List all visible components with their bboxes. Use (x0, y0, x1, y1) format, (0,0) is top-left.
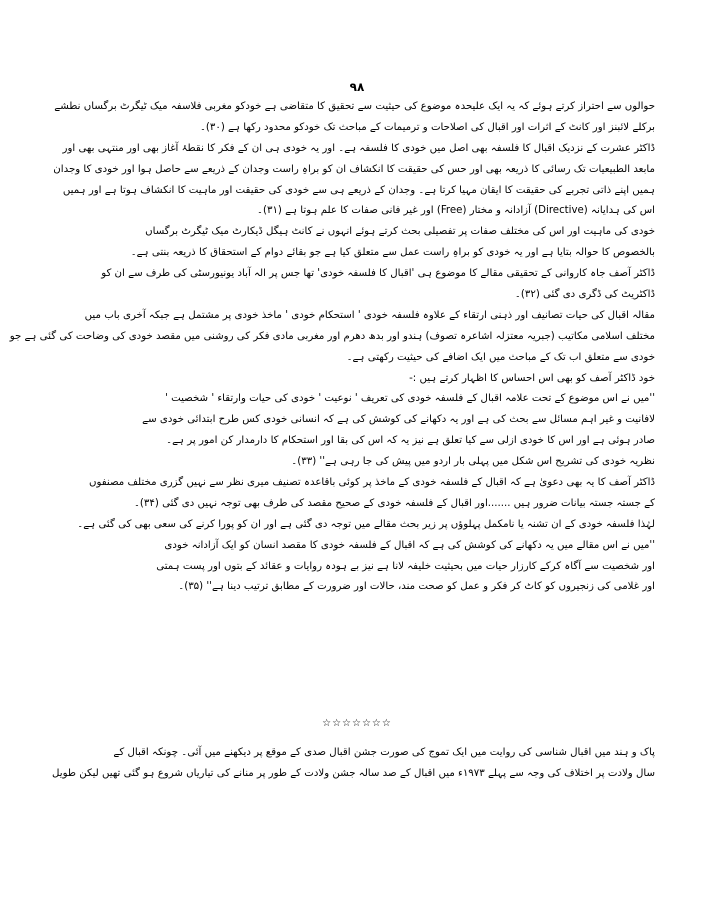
text-line: بالخصوص کا حوالہ بتایا ہے اور یہ خودی کو براہِ راست عمل سے متعلق کیا ہے جو بقائے دوام کے استحقاق کا ذریعہ بنتی ہے۔ (130, 247, 655, 259)
text-line: ہمیں اپنے ذاتی تجربے کی حقیقت کا ایقان مہیا کرتا ہے۔ وجدان کے ذریعے ہی سے خودی کی حقیقت اور ماہیت کا انکشاف ہوتا ہے اور ہمیں (62, 184, 655, 196)
text-line: اس کی ہدایانہ (Directive) آزادانہ و مختار (Free) اور غیر فانی صفات کا علم ہوتا ہے (۳۱)۔ (257, 205, 655, 217)
quote-line: اور شخصیت سے آگاہ کرکے کارزار حیات میں بحیثیت خلیفہ لانا ہے نیز بے ہودہ روایات و عقائد کے بتوں اور پست ہمتی (156, 560, 655, 572)
text-line: خودی سے متعلق اب تک کے مباحث میں ایک اضافے کی حیثیت رکھتی ہے۔ (346, 351, 655, 363)
quote-line: صادر ہوئی ہے اور اس کا خودی ازلی سے کیا تعلق ہے نیز یہ کہ اس کی بقا اور استحکام کا دارمدار کن امور پر ہے۔ (166, 435, 655, 447)
text-line: ڈاکٹر عشرت کے نزدیک اقبال کا فلسفہ بھی اصل میں خودی کا فلسفہ ہے۔ اور یہ خودی ہی ان کے فکر کا نقطۂ آغاز بھی اور منتہی بھی اور (62, 142, 655, 154)
body-text (9, 97, 655, 598)
text-line: ڈاکٹریٹ کی ڈگری دی گئی (۳۲)۔ (514, 289, 655, 301)
text-line: برکلے لائبنز اور کانٹ کے اثرات اور اقبال کی اصلاحات و ترمیمات کے مباحث تک خودکو محدود رکھا ہے (۳۰)۔ (199, 121, 655, 133)
text-line: ڈاکٹر آصف جاہ کاروانی کے تحقیقی مقالے کا موضوع ہی 'اقبال کا فلسفہ خودی' تھا جس پر الہ آباد یونیورسٹی کی طرف سے ان کو (101, 268, 655, 280)
quote-line: ''میں نے اس موضوع کے تحت علامہ اقبال کے فلسفہ خودی کی تعریف ' نوعیت ' خودی کی حیات وارتقاء ' شخصیت ' (165, 393, 655, 405)
text-line: خودی کی ماہیت اور اس کی مختلف صفات پر تفصیلی بحث کرتے ہوئے انہوں نے کانٹ ہیگل ڈیکارٹ میک ٹیگرٹ برگساں (145, 226, 655, 238)
text-line: حوالوں سے احتراز کرتے ہوئے کہ یہ ایک علیحدہ موضوع کی حیثیت سے تحقیق کا متقاضی ہے خودکو مغربی فلاسفہ میک ٹیگرٹ برگساں نطشے (54, 101, 655, 112)
text-line: مقالہ اقبال کی حیات تصانیف اور ذہنی ارتقاء کے علاوہ فلسفہ خودی ' استحکام خودی ' ماخذ خودی پر مشتمل ہے جبکہ آخری باب میں (84, 309, 655, 321)
text-line: لہٰذا فلسفہ خودی کے ان تشنہ یا نامکمل پہلوؤں پر زیر بحث مقالے میں توجہ دی گئی ہے اور ان کو پورا کرنے کی سعی بھی کی گئی ہے۔ (77, 518, 655, 530)
text-line: خود ڈاکٹر آصف کو بھی اس احساس کا اظہار کرتے ہیں :- (409, 372, 655, 384)
page-number: ۹۸ (349, 80, 365, 94)
text-line: مختلف اسلامی مکاتیب (جبریہ معتزلہ اشاعرہ تصوف) ہندو اور بدھ دھرم اور مغربی مادی فکر کی روشنی میں مقصد خودی کی وضاحت کی گئی ہے جو (9, 330, 655, 342)
text-line: مابعد الطبیعیات تک رسائی کا ذریعہ بھی اور حس کی حقیقت کا انکشاف ان کو براہِ راست وجدان کے ذریعے سے حاصل ہوا اور خودی کا وجدان (53, 163, 655, 175)
text-line: کے جستہ جستہ بیانات ضرور ہیں .......اور اقبال کے فلسفہ خودی کے صحیح مقصد کی طرف بھی توجہ نہیں دی گئی (۳۴)۔ (133, 497, 655, 509)
quote-line: لافانیت و غیر اہم مسائل سے بحث کی ہے اور یہ دکھانے کی کوشش کی ہے کہ انسانی خودی کس طرح ابتدائی خودی سے (142, 414, 655, 426)
quote-line: ''میں نے اس مقالے میں یہ دکھانے کی کوشش کی ہے کہ اقبال کے فلسفہ خودی کا مقصد انسان کو ایک آزادانہ خودی (164, 539, 655, 551)
quote-line: نظریہ خودی کی تشریح اس شکل میں پہلی بار اردو میں پیش کی جا رہی ہے'' (۳۳)۔ (291, 456, 655, 468)
closing-paragraph (52, 742, 655, 784)
text-line: پاک و ہند میں اقبال شناسی کی روایت میں ایک تموج کی صورت جشن اقبال صدی کے موقع پر دیکھنے میں آئی۔ چونکہ اقبال کے (113, 747, 655, 758)
section-separator: ☆☆☆☆☆☆☆ (322, 718, 392, 729)
text-line: ڈاکٹر آصف کا یہ بھی دعویٰ ہے کہ اقبال کے فلسفہ خودی کے ماخذ پر کوئی باقاعدہ تصنیف میری نظر سے نہیں گزری مختلف مصنفوں (89, 477, 655, 489)
text-line: سال ولادت پر اختلاف کی وجہ سے پہلے ۱۹۷۳ء میں اقبال کے صد سالہ جشن ولادت کے طور پر منانے کی تیاریاں شروع ہو گئی تھیں لیکن طویل (52, 767, 655, 779)
quote-line: اور غلامی کی زنجیروں کو کاٹ کر فکر و عمل کو صحت مند، حالات اور ضرورت کے مطابق ترتیب دینا ہے'' (۳۵)۔ (178, 581, 655, 593)
